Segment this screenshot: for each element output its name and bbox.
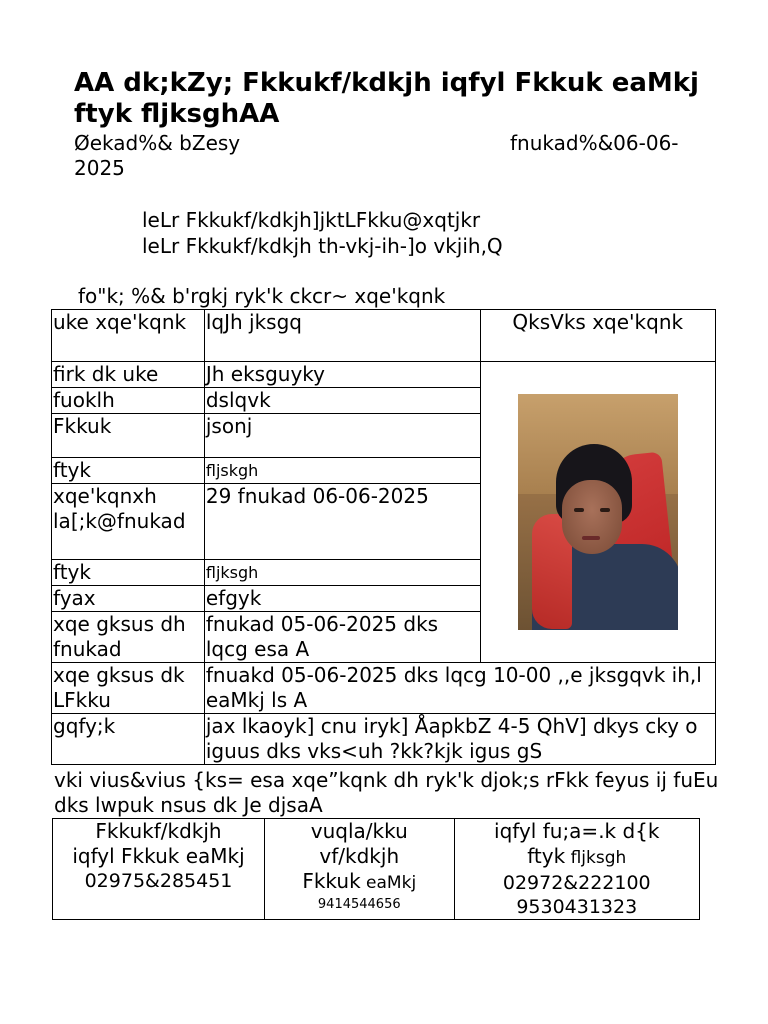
contact-phone: 02975&285451 <box>84 870 233 892</box>
table-cell-label: firk dk uke <box>52 362 205 388</box>
contact-line: Fkkuk <box>302 869 361 893</box>
table-cell-label: xqe gksus dh fnukad <box>52 612 205 663</box>
contact-phone: 02972&222100 <box>502 872 651 894</box>
contact-line: Fkkukf/kdkjh <box>95 819 222 843</box>
recipient-line-1: leLr Fkkukf/kdkjh]jktLFkku@xqtjkr <box>142 208 481 232</box>
table-cell-value: lqJh jksgq <box>204 310 480 362</box>
photo-header: QksVks xqe'kqnk <box>480 310 715 362</box>
table-cell-label: gqfy;k <box>52 714 205 765</box>
contact-line: iqfyl Fkkuk eaMkj <box>72 844 245 868</box>
table-cell-label: Fkkuk <box>52 414 205 458</box>
table-row <box>52 362 716 388</box>
contact-line: ftyk <box>527 844 566 868</box>
photo-cell <box>480 362 715 663</box>
contact-control-room <box>454 819 699 920</box>
reference-number: Øekad%& bZesy <box>74 131 241 155</box>
recipient-line-2: leLr Fkkukf/kdkjh th-vkj-ih-]o vkjih,Q <box>142 234 503 258</box>
table-row <box>53 819 700 920</box>
page-title: AA dk;kZy; Fkkukf/kdkjh iqfyl Fkkuk eaMkj ftyk fljksghAA <box>74 68 699 129</box>
missing-person-table <box>51 309 716 765</box>
reference-line <box>74 131 694 181</box>
contact-investigating-officer <box>265 819 455 920</box>
table-cell-value: dslqvk <box>204 388 480 414</box>
table-cell-label: fuoklh <box>52 388 205 414</box>
table-cell-value: fnukad 05-06-2025 dks lqcg esa A <box>204 612 480 663</box>
table-row <box>52 310 716 362</box>
table-row <box>52 714 716 765</box>
table-cell-value: jax lkaoyk] cnu iryk] ÅapkbZ 4-5 QhV] dkys cky o iguus dks vks<uh ?kk?kjk igus gS <box>204 714 715 765</box>
table-cell-label: ftyk <box>52 560 205 586</box>
table-cell-value: efgyk <box>204 586 480 612</box>
contact-phone: 9414544656 <box>317 897 401 912</box>
contact-line: iqfyl fu;a=.k d{k <box>494 819 660 843</box>
request-note: vki vius&vius {ks= esa xqe”kqnk dh ryk'k djok;s rFkk feyus ij fuEu dks lwpuk nsus dk Je djsaA <box>54 768 719 817</box>
table-cell-value: fljskgh <box>204 458 480 484</box>
contact-phone-2: 9530431323 <box>516 896 638 918</box>
contact-station-officer <box>53 819 265 920</box>
contact-line-small: eaMkj <box>360 873 417 893</box>
notice-date: fnukad%&06-06-2025 <box>74 131 679 180</box>
table-cell-value: Jh eksguyky <box>204 362 480 388</box>
table-cell-value: 29 fnukad 06-06-2025 <box>204 484 480 560</box>
missing-person-photo <box>518 394 678 630</box>
table-cell-label: xqe'kqnxh la[;k@fnukad <box>52 484 205 560</box>
table-cell-label: xqe gksus dk LFkku <box>52 663 205 714</box>
contact-table <box>52 818 700 920</box>
table-cell-value: fljksgh <box>204 560 480 586</box>
contact-line-small: fljksgh <box>565 848 627 868</box>
table-cell-label: uke xqe'kqnk <box>52 310 205 362</box>
contact-line: vuqla/kku <box>310 819 408 843</box>
table-cell-value: jsonj <box>204 414 480 458</box>
table-cell-value: fnuakd 05-06-2025 dks lqcg 10-00 ,,e jksgqvk ih,l eaMkj ls A <box>204 663 715 714</box>
table-cell-label: ftyk <box>52 458 205 484</box>
table-row <box>52 663 716 714</box>
table-cell-label: fyax <box>52 586 205 612</box>
contact-line: vf/kdkjh <box>319 844 400 868</box>
subject-line: fo"k; %& b'rgkj ryk'k ckcr~ xqe'kqnk <box>78 284 446 308</box>
